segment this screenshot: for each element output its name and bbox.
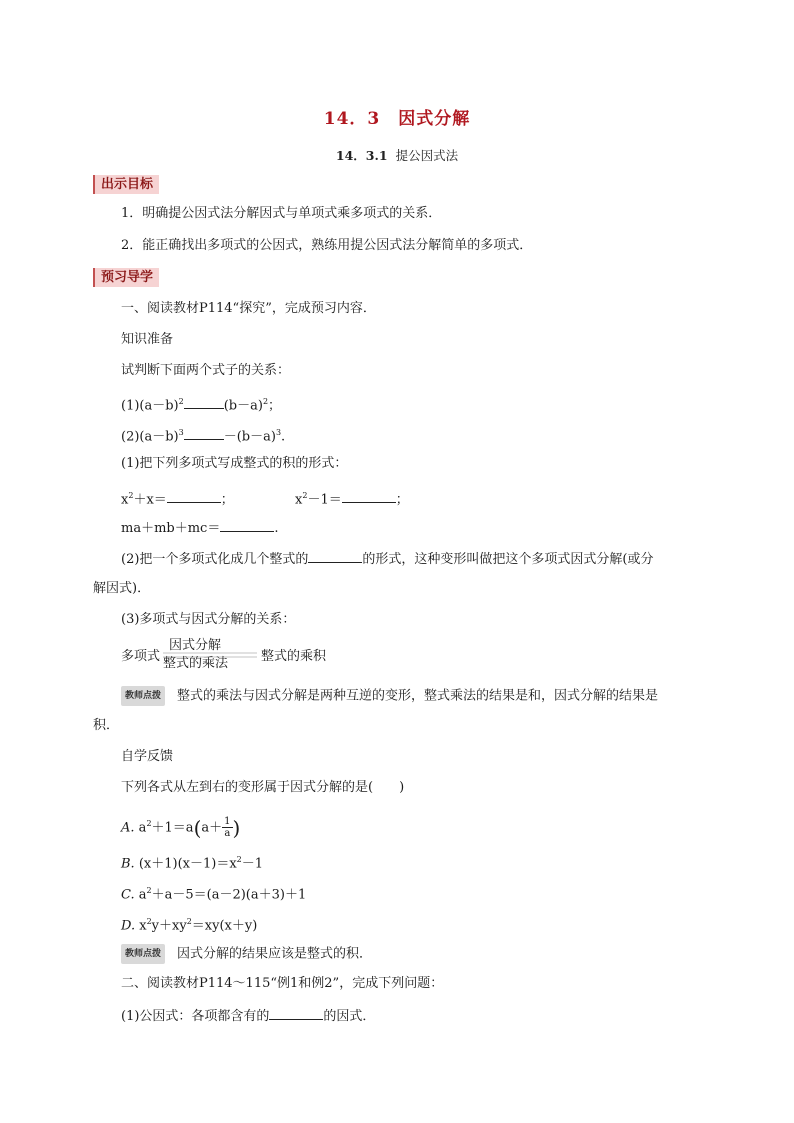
def-a: (2)把一个多项式化成几个整式的 — [121, 552, 309, 567]
q1-end: ； — [268, 398, 282, 414]
option-c[interactable] — [121, 882, 306, 904]
rel-left: 多项式 — [121, 649, 161, 664]
opt-c-a: a — [138, 887, 147, 903]
option-d[interactable] — [121, 913, 257, 935]
definition-line — [121, 549, 654, 569]
part2-heading: 二、阅读教材P114～115“例1和例2”，完成下列问题： — [121, 976, 444, 991]
q2-exp2: 3 — [275, 428, 282, 437]
expr-1 — [121, 487, 234, 509]
q1-blank[interactable] — [184, 395, 224, 409]
preview-tag: 预习导学 — [93, 268, 159, 287]
question-1 — [121, 393, 281, 415]
relation-text: (3)多项式与因式分解的关系： — [121, 612, 296, 627]
option-a[interactable] — [121, 815, 240, 839]
q2-left: (2)(a－b) — [121, 429, 179, 445]
teacher-tip-badge-2: 教师点拨 — [121, 944, 165, 964]
subtitle-number: 14．3.1 — [335, 148, 388, 163]
e3-end: . — [274, 521, 279, 536]
opt-a-exp: 2 — [146, 819, 152, 828]
page-title: 14．3 因式分解 — [323, 109, 471, 129]
teacher-tip-2 — [121, 944, 372, 964]
q1-left: (1)(a－b) — [121, 398, 179, 414]
def-blank[interactable] — [308, 549, 362, 563]
opt-a-paren-close: ) — [232, 815, 241, 840]
q1-exp: 2 — [178, 397, 184, 406]
e2-rest: －1＝ — [307, 492, 342, 508]
opt-a-a: a — [138, 820, 147, 836]
e2-blank[interactable] — [342, 489, 396, 503]
rel-top: 因式分解 — [169, 638, 222, 653]
rel-bottom: 整式的乘法 — [163, 656, 229, 671]
option-b[interactable] — [121, 851, 263, 873]
teacher-tip-badge: 教师点拨 — [121, 686, 165, 706]
question-2 — [121, 424, 285, 446]
mc-question: 下列各式从左到右的变形属于因式分解的是( ) — [121, 780, 405, 795]
teacher-tip-1-cont: 积． — [93, 718, 120, 733]
tip1-text: 整式的乘法与因式分解是两种互逆的变形，整式乘法的结果是和，因式分解的结果是 — [177, 688, 659, 704]
p2q1-blank[interactable] — [269, 1006, 323, 1020]
opt-a-paren-open: ( — [193, 815, 202, 840]
opt-d-label: D. — [121, 918, 136, 934]
relation-arrows-icon — [161, 651, 261, 659]
part2-question-1 — [121, 1006, 375, 1026]
q2-right: －(b－a) — [223, 429, 276, 445]
section-subtitle — [0, 146, 794, 164]
e1-end: ； — [220, 492, 234, 508]
e1-exp: 2 — [128, 491, 134, 500]
e2-end: ； — [395, 492, 409, 508]
opt-a-den: a — [224, 828, 231, 840]
part1-heading: 一、阅读教材P114“探究”，完成预习内容． — [121, 301, 376, 316]
subtitle-text: 提公因式法 — [395, 148, 459, 163]
e3-text: ma＋mb＋mc＝ — [121, 521, 221, 536]
expr-2 — [295, 487, 409, 509]
relation-diagram — [121, 636, 381, 676]
goal-1: 1．明确提公因式法分解因式与单项式乘多项式的关系． — [121, 206, 442, 221]
opt-a-label: A. — [121, 820, 135, 836]
p2q1-a: (1)公因式：各项都含有的 — [121, 1009, 270, 1024]
p2q1-b: 的因式． — [323, 1009, 376, 1024]
e1-blank[interactable] — [167, 489, 221, 503]
opt-d-exp2: 2 — [186, 917, 192, 926]
product-form-text: (1)把下列多项式写成整式的积的形式： — [121, 456, 348, 471]
q1-right: (b－a) — [223, 398, 263, 414]
q2-blank[interactable] — [184, 426, 224, 440]
e2-base: x — [295, 492, 303, 508]
e3-blank[interactable] — [220, 518, 274, 532]
q2-exp: 3 — [178, 428, 184, 437]
q2-end: . — [281, 429, 286, 445]
e1-base: x — [121, 492, 129, 508]
opt-d-a: x — [139, 918, 147, 934]
def-b: 的形式，这种变形叫做把这个多项式因式分解(或分 — [362, 552, 654, 567]
e1-rest: ＋x＝ — [133, 492, 167, 508]
knowledge-label: 知识准备 — [121, 332, 174, 347]
opt-c-label: C. — [121, 887, 135, 903]
e2-exp: 2 — [302, 491, 308, 500]
feedback-label: 自学反馈 — [121, 749, 174, 764]
opt-c-exp: 2 — [146, 886, 152, 895]
opt-b-label: B. — [121, 856, 135, 872]
rel-right: 整式的乘积 — [261, 649, 327, 664]
goals-tag: 出示目标 — [93, 175, 159, 194]
judge-text: 试判断下面两个式子的关系： — [121, 363, 291, 378]
expr-3 — [121, 518, 278, 538]
opt-a-c: a＋ — [201, 820, 223, 836]
q1-exp2: 2 — [262, 397, 269, 406]
opt-d-exp: 2 — [146, 917, 152, 926]
tip2-text: 因式分解的结果应该是整式的积． — [177, 946, 373, 962]
opt-c-b: ＋a－5＝(a－2)(a＋3)＋1 — [151, 887, 307, 903]
opt-d-b: y＋xy — [151, 918, 187, 934]
opt-b-text: (x＋1)(x－1)＝x — [138, 856, 237, 872]
teacher-tip-1 — [121, 686, 658, 706]
opt-a-b: ＋1＝a — [151, 820, 194, 836]
definition-cont: 解因式)． — [93, 581, 151, 596]
opt-a-fraction — [222, 816, 232, 839]
goal-2: 2．能正确找出多项式的公因式，熟练用提公因式法分解简单的多项式． — [121, 238, 533, 253]
opt-d-c: ＝xy(x＋y) — [191, 918, 258, 934]
opt-b-exp: 2 — [236, 855, 242, 864]
opt-a-num: 1 — [224, 816, 231, 828]
opt-b-end: －1 — [241, 856, 264, 872]
